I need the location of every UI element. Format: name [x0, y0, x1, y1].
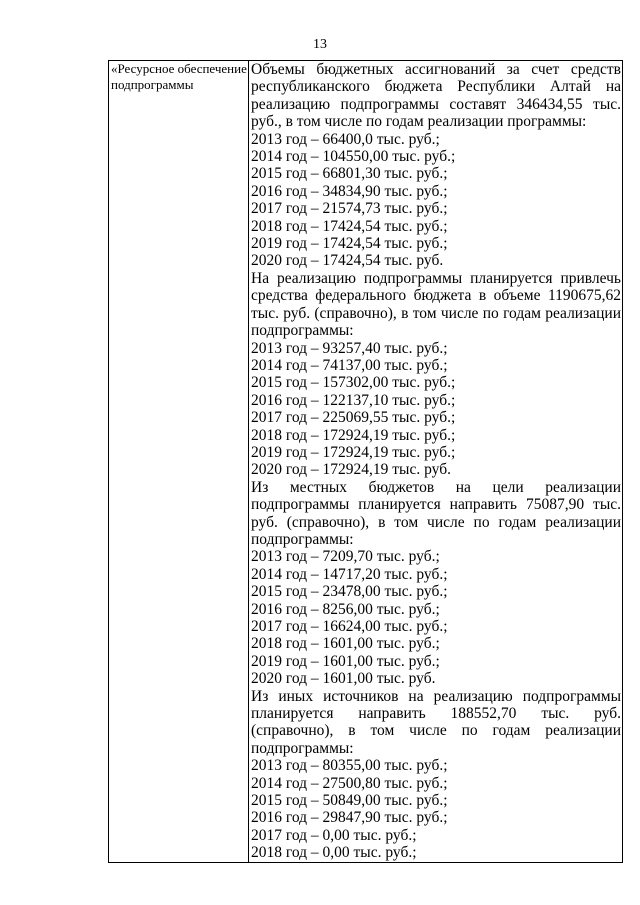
row-label: «Ресурсное обеспечение подпрограммы — [109, 61, 249, 863]
year-line: 2015 год – 66801,30 тыс. руб.; — [251, 165, 448, 183]
year-line: 2014 год – 74137,00 тыс. руб.; — [251, 356, 448, 374]
year-line: 2015 год – 157302,00 тыс. руб.; — [251, 374, 456, 392]
row-content — [249, 61, 623, 863]
block-intro-regional: Объемы бюджетных ассигнований за счет средств республиканского бюджета Республики Алтай на реализацию подпрограммы составят 346434,55 тыс. руб., в том числе по годам реализации программы: — [251, 61, 621, 131]
year-line: 2015 год – 50849,00 тыс. руб.; — [251, 792, 448, 810]
year-line: 2013 год – 7209,70 тыс. руб.; — [251, 548, 440, 566]
year-line: 2017 год – 225069,55 тыс. руб.; — [251, 409, 456, 427]
year-line: 2014 год – 104550,00 тыс. руб.; — [251, 148, 456, 166]
year-line: 2019 год – 1601,00 тыс. руб.; — [251, 652, 440, 670]
year-line: 2017 год – 16624,00 тыс. руб.; — [251, 618, 448, 635]
year-line: 2016 год – 8256,00 тыс. руб.; — [251, 600, 440, 618]
year-line: 2018 год – 1601,00 тыс. руб.; — [251, 635, 440, 653]
page-number: 13 — [313, 37, 327, 52]
year-line: 2017 год – 21574,73 тыс. руб.; — [251, 200, 448, 218]
year-line: 2014 год – 14717,20 тыс. руб.; — [251, 565, 448, 583]
year-line: 2020 год – 1601,00 тыс. руб. — [251, 670, 436, 688]
year-line: 2013 год – 66400,0 тыс. руб.; — [251, 130, 440, 148]
year-line: 2014 год – 27500,80 тыс. руб.; — [251, 774, 448, 792]
year-line: 2013 год – 80355,00 тыс. руб.; — [251, 757, 448, 775]
year-line: 2020 год – 172924,19 тыс. руб. — [251, 461, 451, 479]
block-intro-federal: На реализацию подпрограммы планируется привлечь средства федерального бюджета в объеме 1190675,62 тыс. руб. (справочно), в том числе по годам реализации подпрограммы: — [251, 269, 621, 340]
year-line: 2013 год – 93257,40 тыс. руб.; — [251, 339, 448, 357]
year-line: 2020 год – 17424,54 тыс. руб. — [251, 252, 444, 270]
block-intro-other: Из иных источников на реализацию подпрограммы планируется направить 188552,70 тыс. руб. (справочно), в том числе по годам реализации подпрограммы: — [251, 687, 621, 757]
year-line: 2019 год – 17424,54 тыс. руб.; — [251, 235, 448, 253]
year-line: 2019 год – 172924,19 тыс. руб.; — [251, 443, 456, 461]
year-line: 2016 год – 34834,90 тыс. руб.; — [251, 182, 448, 200]
year-line: 2016 год – 29847,90 тыс. руб.; — [251, 809, 448, 827]
year-line: 2015 год – 23478,00 тыс. руб.; — [251, 583, 448, 601]
year-line: 2018 год – 0,00 тыс. руб.; — [251, 844, 417, 862]
year-line: 2018 год – 17424,54 тыс. руб.; — [251, 217, 448, 235]
table-row — [109, 61, 623, 863]
block-intro-local: Из местных бюджетов на цели реализации подпрограммы планируется направить 75087,90 тыс. руб. (справочно), в том числе по годам реализации подпрограммы: — [251, 478, 621, 548]
year-line: 2018 год – 172924,19 тыс. руб.; — [251, 426, 456, 444]
resource-table — [108, 60, 623, 863]
year-line: 2017 год – 0,00 тыс. руб.; — [251, 826, 417, 844]
year-line: 2016 год – 122137,10 тыс. руб.; — [251, 391, 456, 409]
